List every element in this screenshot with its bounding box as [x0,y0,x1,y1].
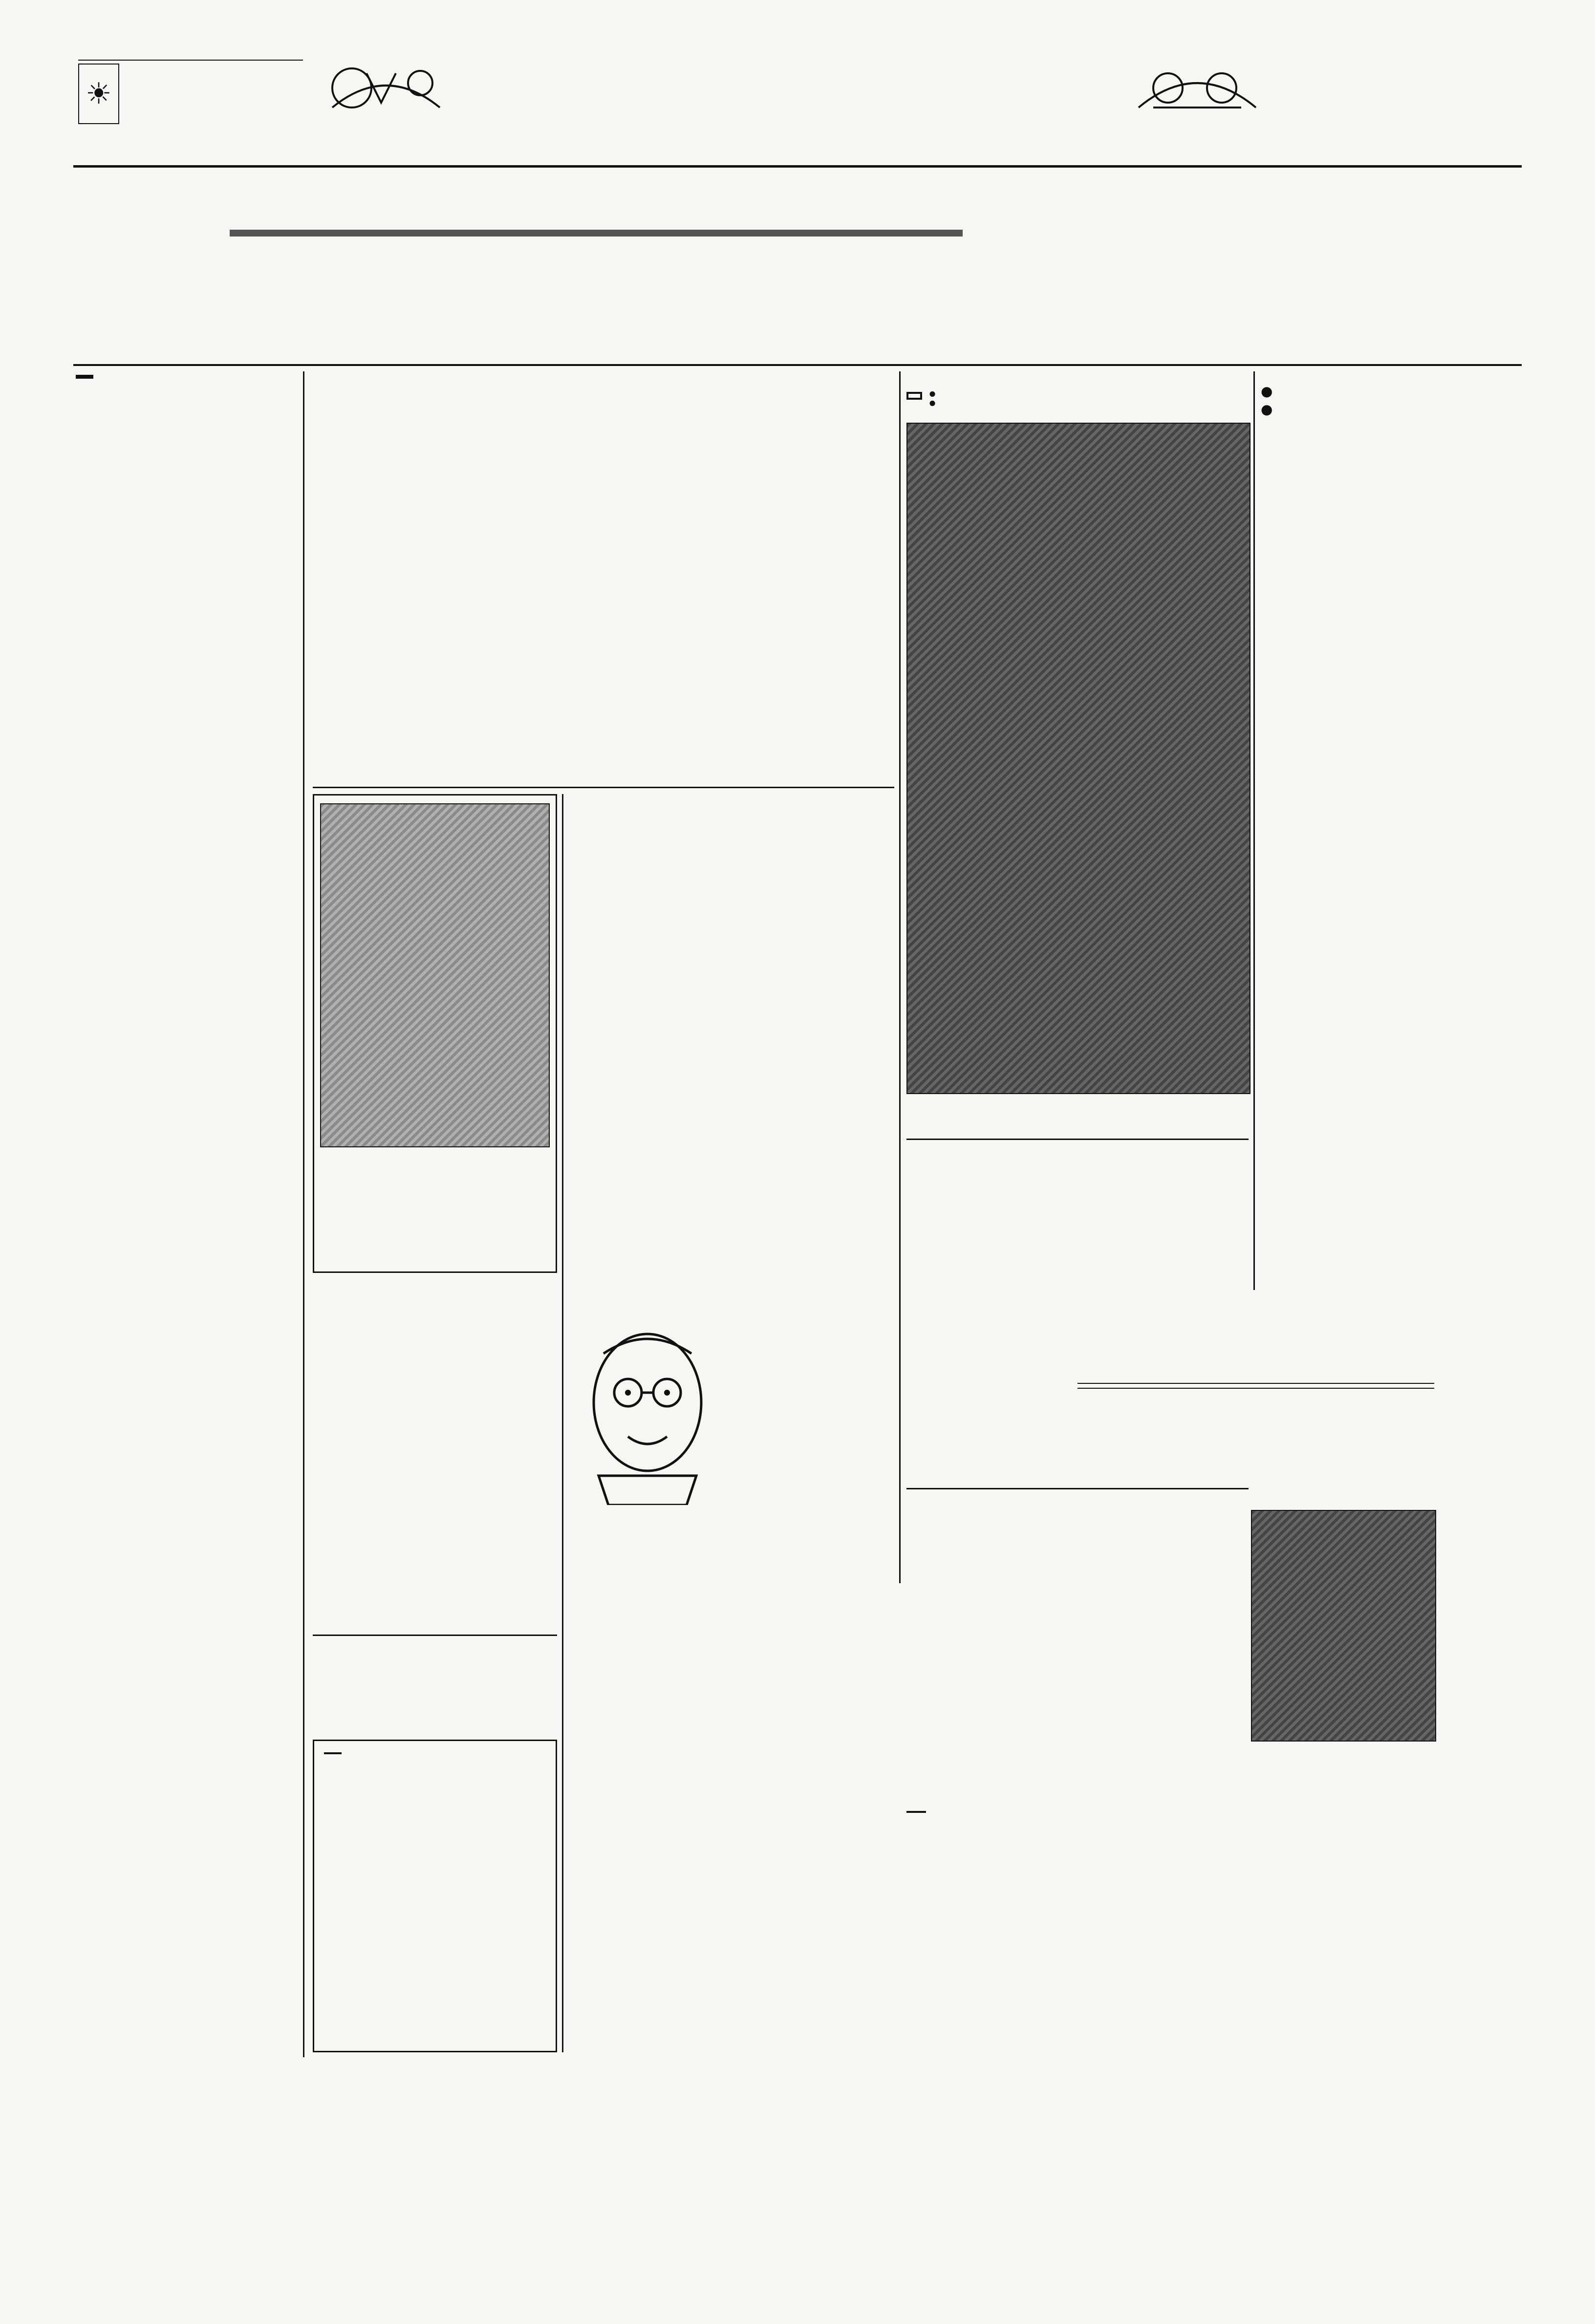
index-title [324,1752,342,1754]
christianoi [1261,371,1266,376]
photo-girl-caption [314,1147,556,1157]
column-rule [562,794,563,2052]
souslof-name [906,392,922,400]
dhaneio-headline-box [906,1143,1073,1485]
elegxi-box [906,1806,1073,1928]
dhaneio-body-2 [731,1143,894,1451]
lead-rule [73,364,1522,366]
photo-girl [320,803,550,1147]
souslof-colon: : [927,379,938,413]
italia-story [906,1933,1073,2055]
christianoi-column [1256,371,1261,376]
column-rule [899,371,901,1583]
plaza-bullet: ● [1261,401,1273,417]
cartoon-tsirimokos [569,1319,726,1544]
themata-label [76,375,93,379]
dhaneio-body [906,1493,1073,1801]
story-rule [313,787,894,788]
kicker-underline [230,230,963,237]
story-rule [906,1139,1249,1140]
profiumo-deck [1078,1383,1434,1389]
masthead-rule [73,165,1522,168]
photo-girl-title [314,796,556,803]
photo-box-girl [313,794,557,1273]
elegxi-label [906,1811,926,1813]
column-rule [1253,371,1255,1290]
index-box [313,1740,557,2052]
souslof-header [906,374,1249,418]
masthead-ornament-right [1134,59,1261,117]
masthead-ornament-left [323,59,450,117]
themata-column [76,371,298,2057]
souslof-photo [906,423,1250,1094]
profiumo-body [1078,1407,1244,2057]
dysi-headline-box [1261,674,1266,679]
weather-box [78,58,303,141]
weather-icon: ☀ [78,64,119,124]
pm-story-body [313,489,894,782]
story-rule [313,1635,557,1636]
ilkin-photo [1251,1510,1436,1742]
plaza-story [1261,376,1520,1305]
forofyghades-story [569,1813,894,2052]
vitrioli-story [313,1280,557,1632]
column-rule [303,371,304,2057]
ypokosmos-story [313,1639,557,1732]
plaza-bullet: ● [1261,383,1273,399]
weather-title [78,58,303,61]
ellas-story [731,1456,894,1808]
cartoon-drawing [569,1319,726,1505]
dhaneio-story [569,1143,726,1148]
